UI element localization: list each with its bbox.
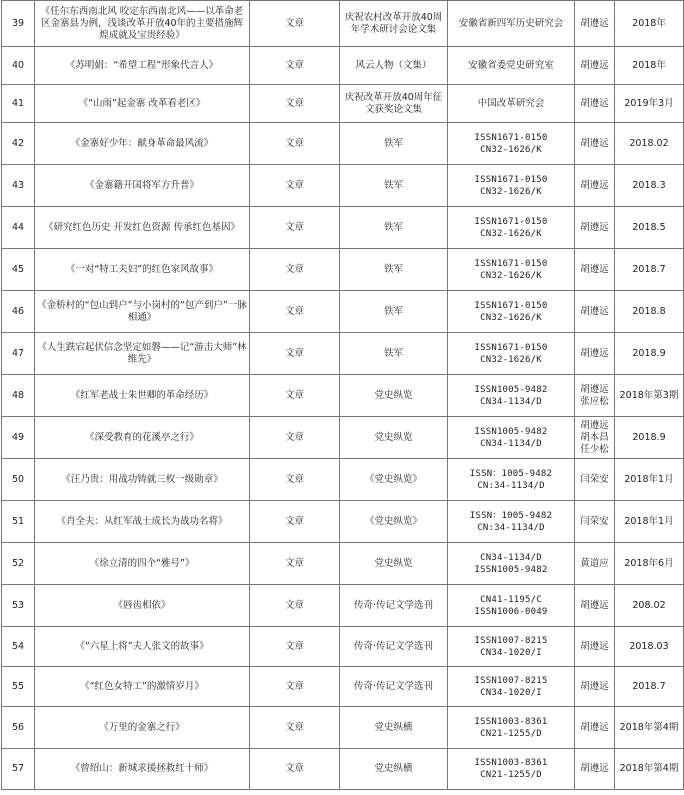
author: 胡遵远 张应松 bbox=[575, 375, 615, 417]
row-number: 57 bbox=[2, 749, 35, 790]
publish-date: 2018年1月 bbox=[615, 459, 684, 501]
publication-source: 铁军 bbox=[340, 249, 448, 291]
publish-date: 2018.5 bbox=[615, 207, 684, 249]
row-number: 49 bbox=[2, 417, 35, 459]
author: 胡遵远 bbox=[575, 585, 615, 627]
table-row bbox=[2, 249, 684, 291]
publication-source: 庆祝农村改革开放40周年学术研讨会论文集 bbox=[340, 1, 448, 47]
article-title: 《红军老战士朱世卿的革命经历》 bbox=[35, 375, 250, 417]
table-row bbox=[2, 627, 684, 667]
row-number: 43 bbox=[2, 165, 35, 207]
row-number: 39 bbox=[2, 1, 35, 47]
item-type: 文章 bbox=[250, 585, 340, 627]
author: 胡遵远 bbox=[575, 627, 615, 667]
table-row bbox=[2, 85, 684, 123]
publish-date: 2018年 bbox=[615, 1, 684, 47]
publisher-or-issn: ISSN1671-0150 CN32-1626/K bbox=[448, 207, 575, 249]
row-number: 45 bbox=[2, 249, 35, 291]
publisher-or-issn: CN34-1134/D ISSN1005-9482 bbox=[448, 543, 575, 585]
row-number: 56 bbox=[2, 707, 35, 749]
table-row bbox=[2, 207, 684, 249]
publish-date: 2018.03 bbox=[615, 627, 684, 667]
item-type: 文章 bbox=[250, 707, 340, 749]
article-title: 《“六星上将”夫人张文的故事》 bbox=[35, 627, 250, 667]
author: 胡遵远 bbox=[575, 85, 615, 123]
row-number: 53 bbox=[2, 585, 35, 627]
publisher-or-issn: ISSN：1005-9482 CN:34-1134/D bbox=[448, 501, 575, 543]
publication-source: 传奇·传记文学选刊 bbox=[340, 627, 448, 667]
article-title: 《金寨好少年：献身革命最风流》 bbox=[35, 123, 250, 165]
publisher-or-issn: ISSN1671-0150 CN32-1626/K bbox=[448, 249, 575, 291]
table-row bbox=[2, 501, 684, 543]
item-type: 文章 bbox=[250, 47, 340, 85]
item-type: 文章 bbox=[250, 123, 340, 165]
item-type: 文章 bbox=[250, 291, 340, 333]
author: 黄道应 bbox=[575, 543, 615, 585]
publish-date: 2018年 bbox=[615, 47, 684, 85]
publisher-or-issn: ISSN1671-0150 CN32-1626/K bbox=[448, 123, 575, 165]
publisher-or-issn: ISSN1005-9482 CN34-1134/D bbox=[448, 375, 575, 417]
author: 胡遵远 bbox=[575, 47, 615, 85]
publication-source: 铁军 bbox=[340, 207, 448, 249]
article-title: 《任尔东西南北风 咬定东西南北风——以革命老区金寨县为例，浅谈改革开放40年的主要措施辉煌成就及宝贵经验》 bbox=[35, 1, 250, 47]
publisher-or-issn: CN41-1195/C ISSN1006-0049 bbox=[448, 585, 575, 627]
row-number: 40 bbox=[2, 47, 35, 85]
item-type: 文章 bbox=[250, 375, 340, 417]
item-type: 文章 bbox=[250, 543, 340, 585]
article-title: 《曾绍山：新城求援拯救红十师》 bbox=[35, 749, 250, 790]
table-row bbox=[2, 707, 684, 749]
author: 胡遵远 bbox=[575, 333, 615, 375]
author: 胡遵远 bbox=[575, 165, 615, 207]
publish-date: 2018年1月 bbox=[615, 501, 684, 543]
publication-source: 《党史纵览》 bbox=[340, 459, 448, 501]
publication-source: 铁军 bbox=[340, 291, 448, 333]
item-type: 文章 bbox=[250, 1, 340, 47]
publisher-or-issn: 安徽省新四军历史研究会 bbox=[448, 1, 575, 47]
table-row bbox=[2, 417, 684, 459]
author: 胡遵远 bbox=[575, 749, 615, 790]
item-type: 文章 bbox=[250, 667, 340, 707]
publications-table bbox=[1, 0, 684, 790]
publication-source: 《党史纵览》 bbox=[340, 501, 448, 543]
row-number: 52 bbox=[2, 543, 35, 585]
article-title: 《人生跌宕起伏信念坚定如磐——记“游击大师”林维先》 bbox=[35, 333, 250, 375]
publish-date: 2018.3 bbox=[615, 165, 684, 207]
article-title: 《金寨籍开国将军方升普》 bbox=[35, 165, 250, 207]
table-row bbox=[2, 749, 684, 790]
publish-date: 2018.8 bbox=[615, 291, 684, 333]
item-type: 文章 bbox=[250, 333, 340, 375]
publish-date: 2018.7 bbox=[615, 667, 684, 707]
publish-date: 2018.9 bbox=[615, 417, 684, 459]
publish-date: 2018年第4期 bbox=[615, 707, 684, 749]
publisher-or-issn: ISSN1003-8361 CN21-1255/D bbox=[448, 749, 575, 790]
publish-date: 208.02 bbox=[615, 585, 684, 627]
publication-source: 党史纵览 bbox=[340, 543, 448, 585]
publisher-or-issn: ISSN：1005-9482 CN:34-1134/D bbox=[448, 459, 575, 501]
row-number: 46 bbox=[2, 291, 35, 333]
publisher-or-issn: 中国改革研究会 bbox=[448, 85, 575, 123]
item-type: 文章 bbox=[250, 85, 340, 123]
publication-source: 庆祝改革开放40周年征文获奖论文集 bbox=[340, 85, 448, 123]
article-title: 《肖全夫：从红军战士成长为战功名将》 bbox=[35, 501, 250, 543]
author: 胡遵远 胡本昌 任少松 bbox=[575, 417, 615, 459]
author: 闫荣安 bbox=[575, 459, 615, 501]
article-title: 《苏明娟：“希望工程”形象代言人》 bbox=[35, 47, 250, 85]
article-title: 《唇齿相依》 bbox=[35, 585, 250, 627]
author: 胡遵远 bbox=[575, 1, 615, 47]
publish-date: 2018年第4期 bbox=[615, 749, 684, 790]
table-row bbox=[2, 667, 684, 707]
author: 胡遵远 bbox=[575, 667, 615, 707]
table-row bbox=[2, 165, 684, 207]
item-type: 文章 bbox=[250, 627, 340, 667]
article-title: 《研究红色历史 开发红色资源 传承红色基因》 bbox=[35, 207, 250, 249]
row-number: 42 bbox=[2, 123, 35, 165]
author: 胡遵远 bbox=[575, 207, 615, 249]
publication-source: 党史纵横 bbox=[340, 749, 448, 790]
row-number: 50 bbox=[2, 459, 35, 501]
publication-source: 铁军 bbox=[340, 123, 448, 165]
item-type: 文章 bbox=[250, 249, 340, 291]
publish-date: 2018.9 bbox=[615, 333, 684, 375]
publish-date: 2018年第3期 bbox=[615, 375, 684, 417]
item-type: 文章 bbox=[250, 749, 340, 790]
row-number: 47 bbox=[2, 333, 35, 375]
author: 胡遵远 bbox=[575, 707, 615, 749]
article-title: 《“红色女特工”的激情岁月》 bbox=[35, 667, 250, 707]
publisher-or-issn: ISSN1671-0150 CN32-1626/K bbox=[448, 165, 575, 207]
item-type: 文章 bbox=[250, 207, 340, 249]
table-row bbox=[2, 543, 684, 585]
row-number: 54 bbox=[2, 627, 35, 667]
publication-source: 党史纵览 bbox=[340, 417, 448, 459]
article-title: 《深受教育的花溪亭之行》 bbox=[35, 417, 250, 459]
table-row bbox=[2, 585, 684, 627]
item-type: 文章 bbox=[250, 459, 340, 501]
publish-date: 2018.7 bbox=[615, 249, 684, 291]
table-row bbox=[2, 459, 684, 501]
article-title: 《万里的金寨之行》 bbox=[35, 707, 250, 749]
article-title: 《“山雨”起金寨 改革看老区》 bbox=[35, 85, 250, 123]
article-title: 《金桥村的“包山到户”与小岗村的“包产到户”一脉相通》 bbox=[35, 291, 250, 333]
row-number: 48 bbox=[2, 375, 35, 417]
publisher-or-issn: ISSN1007-8215 CN34-1020/I bbox=[448, 667, 575, 707]
item-type: 文章 bbox=[250, 501, 340, 543]
article-title: 《一对“特工夫妇”的红色家风故事》 bbox=[35, 249, 250, 291]
publisher-or-issn: ISSN1671-0150 CN32-1626/K bbox=[448, 291, 575, 333]
item-type: 文章 bbox=[250, 165, 340, 207]
table-row bbox=[2, 123, 684, 165]
publication-source: 传奇·传记文学选刊 bbox=[340, 585, 448, 627]
publisher-or-issn: ISSN1007-8215 CN34-1020/I bbox=[448, 627, 575, 667]
author: 胡遵远 bbox=[575, 123, 615, 165]
publish-date: 2019年3月 bbox=[615, 85, 684, 123]
publisher-or-issn: ISSN1005-9482 CN34-1134/D bbox=[448, 417, 575, 459]
article-title: 《汪乃贵：用战功铸就三枚一级勋章》 bbox=[35, 459, 250, 501]
article-title: 《徐立清的四个“雅号”》 bbox=[35, 543, 250, 585]
publish-date: 2018.02 bbox=[615, 123, 684, 165]
author: 胡遵远 bbox=[575, 291, 615, 333]
table-row bbox=[2, 291, 684, 333]
publisher-or-issn: ISSN1671-0150 CN32-1626/K bbox=[448, 333, 575, 375]
table-row bbox=[2, 333, 684, 375]
table-row bbox=[2, 47, 684, 85]
publish-date: 2018年6月 bbox=[615, 543, 684, 585]
publication-source: 党史纵览 bbox=[340, 375, 448, 417]
publisher-or-issn: 安徽省委党史研究室 bbox=[448, 47, 575, 85]
row-number: 51 bbox=[2, 501, 35, 543]
author: 闫荣安 bbox=[575, 501, 615, 543]
table-row bbox=[2, 375, 684, 417]
item-type: 文章 bbox=[250, 417, 340, 459]
publication-source: 铁军 bbox=[340, 165, 448, 207]
publication-source: 党史纵横 bbox=[340, 707, 448, 749]
row-number: 44 bbox=[2, 207, 35, 249]
row-number: 55 bbox=[2, 667, 35, 707]
publication-source: 传奇·传记文学选刊 bbox=[340, 667, 448, 707]
publisher-or-issn: ISSN1003-8361 CN21-1255/D bbox=[448, 707, 575, 749]
publication-source: 风云人物（文集） bbox=[340, 47, 448, 85]
publication-source: 铁军 bbox=[340, 333, 448, 375]
row-number: 41 bbox=[2, 85, 35, 123]
table-row bbox=[2, 1, 684, 47]
author: 胡遵远 bbox=[575, 249, 615, 291]
